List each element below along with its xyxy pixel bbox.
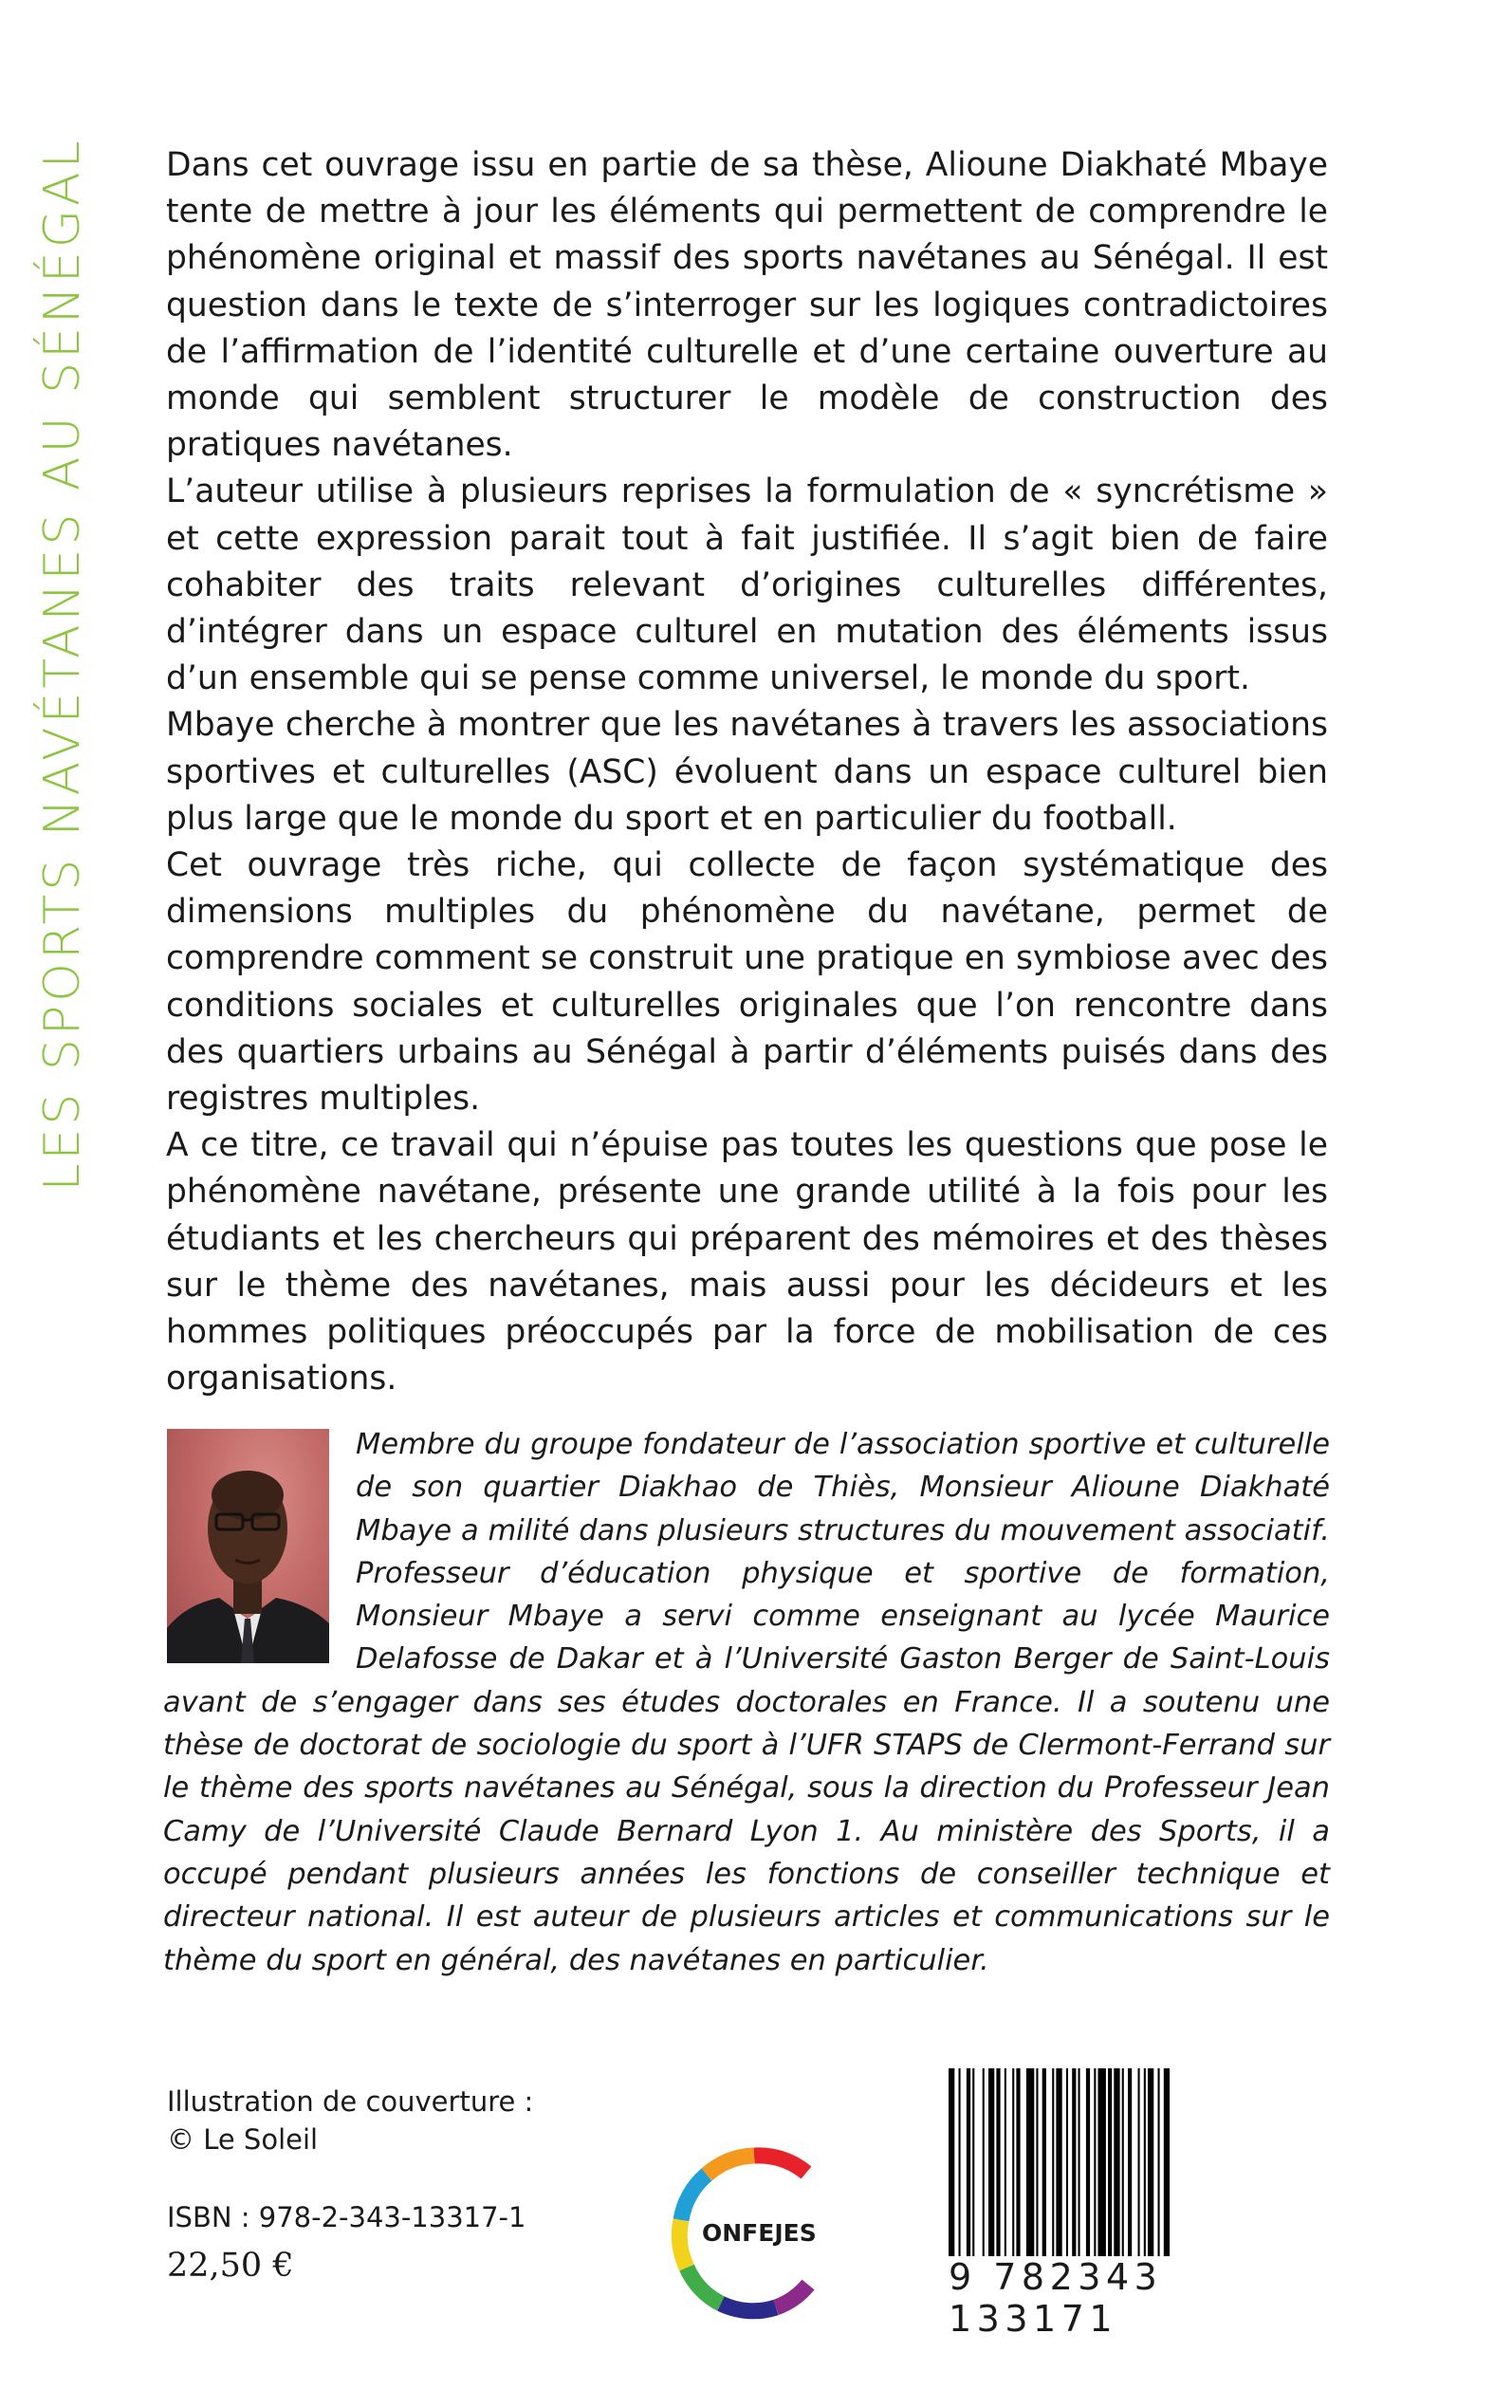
isbn: ISBN : 978-2-343-13317-1 <box>167 2201 526 2233</box>
spine-title-text: LES SPORTS NAVÉTANES AU SÉNÉGAL <box>34 137 91 1192</box>
logo-text: ONFEJES <box>702 2219 817 2247</box>
author-bio <box>163 1423 1330 1982</box>
summary-paragraph: A ce titre, ce travail qui n’épuise pas toutes les questions que pose le phénomène navétane, présente une grande utilité à la fois pour les étudiants et les chercheurs qui préparent des mémoires et des thèses sur le thème des navétanes, mais aussi pour les décideurs et les hommes politiques préoccupés par la force de mobilisation de ces organisations. <box>166 1126 1328 1398</box>
summary-paragraph: Mbaye cherche à montrer que les navétanes à travers les associations sportives et culturelles (ASC) évoluent dans un espace culturel bien plus large que le monde du sport et en particulier du football. <box>166 706 1328 838</box>
book-summary <box>166 142 1328 1402</box>
summary-paragraph: Dans cet ouvrage issu en partie de sa thèse, Alioune Diakhaté Mbaye tente de mettre à jour les éléments qui permettent de comprendre le phénomène original et massif des sports navétanes au Sénégal. Il est question dans le texte de s’interroger sur les logiques contradictoires de l’affirmation de l’identité culturelle et d’une certaine ouverture au monde qui semblent structurer le modèle de construction des pratiques navétanes. <box>166 146 1328 465</box>
author-bio-text: Membre du groupe fondateur de l’association sportive et culturelle de son quartier Diakhao de Thiès, Monsieur Alioune Diakhaté Mbaye a milité dans plusieurs structures du mouvement associatif. Professeur d’éducation physique et sportive de formation, Monsieur Mbaye a servi comme enseignant au lycée Maurice Delafosse de Dakar et à l’Université Gaston Berger de Saint-Louis avant de s’engager dans ses études doctorales en France. Il a soutenu une thèse de doctorat de sociologie du sport à l’UFR STAPS de Clermont-Ferrand sur le thème des sports navétanes au Sénégal, sous la direction du Professeur Jean Camy de l’Université Claude Bernard Lyon 1. Au ministère des Sports, il a occupé pendant plusieurs années les fonctions de conseiller technique et directeur national. Il est auteur de plusieurs articles et communications sur le thème du sport en général, des navétanes en particulier. <box>163 1428 1330 1977</box>
price: 22,50 € <box>167 2247 294 2285</box>
credit-source: © Le Soleil <box>167 2123 319 2156</box>
onfejes-logo <box>664 2144 844 2329</box>
credit-label: Illustration de couverture : <box>167 2085 534 2118</box>
cover-credit <box>167 2083 533 2158</box>
spine-title <box>27 137 99 1192</box>
author-photo <box>167 1429 329 1663</box>
summary-paragraph: Cet ouvrage très riche, qui collecte de façon systématique des dimensions multiples du phénomène du navétane, permet de comprendre comment se construit une pratique en symbiose avec des conditions sociales et culturelles originales que l’on rencontre dans des quartiers urbains au Sénégal à partir d’éléments puisés dans des registres multiples. <box>166 846 1328 1119</box>
author-portrait-image <box>167 1429 329 1663</box>
barcode-digits: 9 782343 133171 <box>949 2256 1328 2340</box>
summary-paragraph: L’auteur utilise à plusieurs reprises la formulation de « syncrétisme » et cette expression parait tout à fait justifiée. Il s’agit bien de faire cohabiter des traits relevant d’origines culturelles différentes, d’intégrer dans un espace culturel en mutation des éléments issus d’un ensemble qui se pense comme universel, le monde du sport. <box>166 472 1328 698</box>
